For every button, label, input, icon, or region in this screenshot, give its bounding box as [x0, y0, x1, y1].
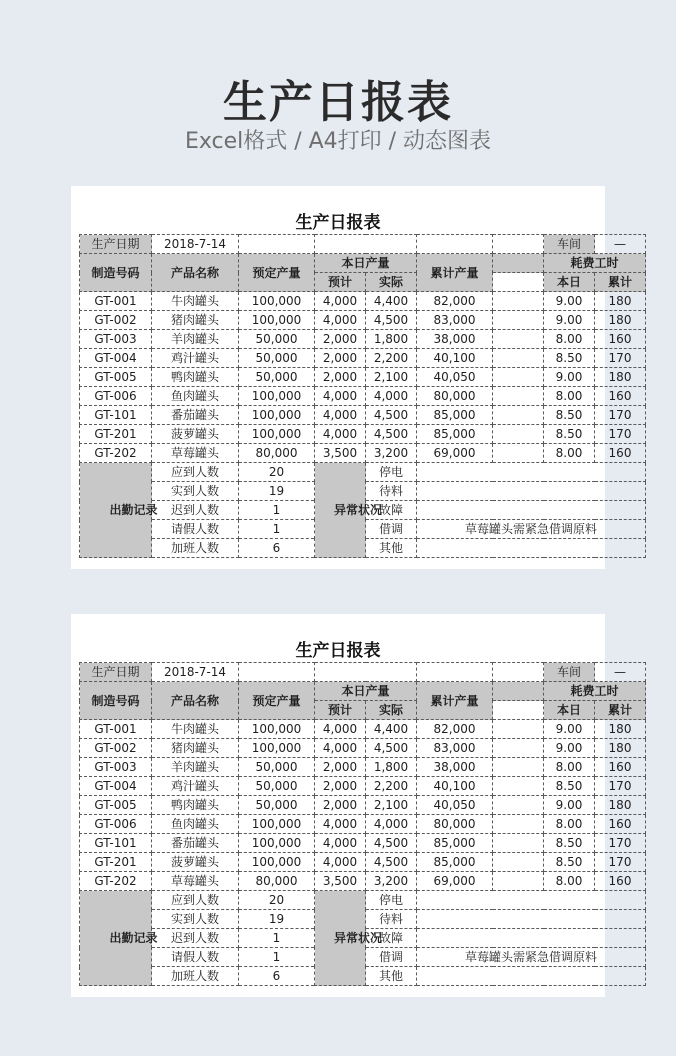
abnormal-note[interactable] — [417, 929, 646, 948]
abnormal-note[interactable] — [417, 539, 646, 558]
cell-name[interactable]: 菠萝罐头 — [152, 853, 239, 872]
attendance-label: 实到人数 — [152, 910, 239, 929]
attendance-value[interactable]: 19 — [239, 482, 315, 501]
cell-name[interactable]: 猪肉罐头 — [152, 311, 239, 330]
cell-code[interactable]: GT-003 — [80, 330, 152, 349]
abnormal-label: 故障 — [366, 501, 417, 520]
report-sheet-2 — [71, 614, 632, 997]
table-row — [80, 777, 646, 796]
cell-h-today[interactable]: 9.00 — [544, 292, 595, 311]
header-today-actual: 实际 — [366, 273, 417, 292]
attendance-value[interactable]: 1 — [239, 929, 315, 948]
attendance-label: 加班人数 — [152, 539, 239, 558]
cell-h-today[interactable]: 8.50 — [544, 406, 595, 425]
attendance-value[interactable]: 20 — [239, 463, 315, 482]
header-hours-total: 累计 — [595, 701, 646, 720]
cell-planned[interactable]: 100,000 — [239, 853, 315, 872]
cell-code[interactable]: GT-202 — [80, 872, 152, 891]
table-row — [80, 387, 646, 406]
report-sheet-1 — [71, 186, 632, 569]
cell-code[interactable]: GT-005 — [80, 368, 152, 387]
attendance-label: 迟到人数 — [152, 501, 239, 520]
cell-h-total[interactable]: 180 — [595, 368, 646, 387]
cell-plan[interactable]: 2,000 — [315, 777, 366, 796]
attendance-section-label — [80, 891, 158, 986]
table-row — [80, 815, 646, 834]
header-blank — [493, 701, 544, 720]
cell-spacer[interactable] — [493, 739, 544, 758]
attendance-value[interactable]: 6 — [239, 967, 315, 986]
cell-name[interactable]: 鸭肉罐头 — [152, 368, 239, 387]
cell-spacer[interactable] — [493, 796, 544, 815]
cell-planned[interactable]: 100,000 — [239, 720, 315, 739]
header-hours: 耗费工时 — [544, 682, 646, 701]
header-planned: 预定产量 — [239, 682, 315, 720]
header-today: 本日产量 — [315, 682, 417, 701]
cell-cum[interactable]: 40,100 — [417, 349, 493, 368]
cell-planned[interactable]: 100,000 — [239, 311, 315, 330]
cell-planned[interactable]: 100,000 — [239, 292, 315, 311]
cell-h-total[interactable]: 160 — [595, 387, 646, 406]
header-name: 产品名称 — [152, 682, 239, 720]
meta-empty-1[interactable] — [239, 235, 315, 254]
cell-code[interactable]: GT-101 — [80, 834, 152, 853]
table-row — [80, 796, 646, 815]
workshop-value[interactable]: — — [595, 235, 646, 254]
cell-cum[interactable]: 83,000 — [417, 311, 493, 330]
meta-empty-3[interactable] — [417, 663, 493, 682]
workshop-value[interactable]: — — [595, 663, 646, 682]
meta-empty-3[interactable] — [417, 235, 493, 254]
cell-actual[interactable]: 4,400 — [366, 720, 417, 739]
cell-spacer[interactable] — [493, 758, 544, 777]
table-row — [80, 758, 646, 777]
attendance-label: 迟到人数 — [152, 929, 239, 948]
cell-spacer[interactable] — [493, 330, 544, 349]
cell-planned[interactable]: 50,000 — [239, 796, 315, 815]
cell-plan[interactable]: 4,000 — [315, 292, 366, 311]
header-cumulative: 累计产量 — [417, 682, 493, 720]
cell-cum[interactable]: 85,000 — [417, 834, 493, 853]
cell-h-today[interactable]: 8.00 — [544, 815, 595, 834]
cell-h-total[interactable]: 180 — [595, 311, 646, 330]
cell-actual[interactable]: 2,200 — [366, 777, 417, 796]
cell-plan[interactable]: 3,500 — [315, 444, 366, 463]
cell-actual[interactable]: 3,200 — [366, 872, 417, 891]
cell-plan[interactable]: 2,000 — [315, 796, 366, 815]
cell-code[interactable]: GT-202 — [80, 444, 152, 463]
meta-empty-2[interactable] — [315, 235, 417, 254]
cell-code[interactable]: GT-002 — [80, 311, 152, 330]
abnormal-note[interactable] — [417, 463, 646, 482]
cell-code[interactable]: GT-004 — [80, 349, 152, 368]
table-row — [80, 872, 646, 891]
cell-cum[interactable]: 40,050 — [417, 368, 493, 387]
cell-name[interactable]: 鸡汁罐头 — [152, 777, 239, 796]
cell-h-total[interactable]: 160 — [595, 330, 646, 349]
cell-actual[interactable]: 4,500 — [366, 311, 417, 330]
abnormal-note[interactable] — [417, 501, 646, 520]
cell-actual[interactable]: 2,100 — [366, 368, 417, 387]
cell-spacer[interactable] — [493, 720, 544, 739]
cell-name[interactable]: 菠萝罐头 — [152, 425, 239, 444]
cell-h-today[interactable]: 8.50 — [544, 853, 595, 872]
abnormal-label: 其他 — [366, 967, 417, 986]
header-blank — [493, 273, 544, 292]
abnormal-note[interactable] — [417, 482, 646, 501]
cell-spacer[interactable] — [493, 853, 544, 872]
table-row — [80, 368, 646, 387]
page-title: 生产日报表 — [223, 77, 453, 128]
header-today-plan: 预计 — [315, 701, 366, 720]
cell-actual[interactable]: 4,000 — [366, 387, 417, 406]
cell-name[interactable]: 牛肉罐头 — [152, 720, 239, 739]
cell-cum[interactable]: 80,000 — [417, 815, 493, 834]
cell-plan[interactable]: 2,000 — [315, 368, 366, 387]
cell-plan[interactable]: 4,000 — [315, 406, 366, 425]
cell-actual[interactable]: 4,000 — [366, 815, 417, 834]
table-row — [80, 311, 646, 330]
attendance-section-label — [80, 463, 158, 558]
cell-cum[interactable]: 85,000 — [417, 406, 493, 425]
cell-name[interactable]: 番茄罐头 — [152, 834, 239, 853]
abnormal-label: 其他 — [366, 539, 417, 558]
cell-h-today[interactable]: 9.00 — [544, 311, 595, 330]
cell-spacer[interactable] — [493, 444, 544, 463]
header-planned: 预定产量 — [239, 254, 315, 292]
cell-h-today[interactable]: 9.00 — [544, 739, 595, 758]
table-row — [80, 739, 646, 758]
cell-plan[interactable]: 4,000 — [315, 311, 366, 330]
meta-row — [80, 663, 646, 682]
attendance-label: 加班人数 — [152, 967, 239, 986]
cell-h-total[interactable]: 170 — [595, 349, 646, 368]
cell-cum[interactable]: 40,050 — [417, 796, 493, 815]
table-row — [80, 444, 646, 463]
table-row — [80, 834, 646, 853]
header-code: 制造号码 — [80, 682, 152, 720]
cell-code[interactable]: GT-201 — [80, 853, 152, 872]
cell-planned[interactable]: 100,000 — [239, 739, 315, 758]
cell-code[interactable]: GT-002 — [80, 739, 152, 758]
cell-h-today[interactable]: 8.50 — [544, 777, 595, 796]
cell-h-today[interactable]: 8.00 — [544, 758, 595, 777]
cell-code[interactable]: GT-004 — [80, 777, 152, 796]
header-hours-today: 本日 — [544, 701, 595, 720]
meta-empty-4[interactable] — [493, 663, 544, 682]
cell-h-today[interactable]: 9.00 — [544, 720, 595, 739]
date-label: 生产日期 — [80, 663, 152, 682]
cell-plan[interactable]: 4,000 — [315, 739, 366, 758]
report-title: 生产日报表 — [295, 213, 381, 233]
cell-h-today[interactable]: 8.00 — [544, 444, 595, 463]
cell-spacer[interactable] — [493, 349, 544, 368]
cell-cum[interactable]: 69,000 — [417, 872, 493, 891]
header-hours: 耗费工时 — [544, 254, 646, 273]
attendance-label: 应到人数 — [152, 463, 239, 482]
cell-actual[interactable]: 4,500 — [366, 425, 417, 444]
report-tbody — [80, 235, 646, 558]
report-tbody — [80, 663, 646, 986]
cell-actual[interactable]: 4,500 — [366, 853, 417, 872]
cell-h-total[interactable]: 180 — [595, 720, 646, 739]
cell-name[interactable]: 鱼肉罐头 — [152, 815, 239, 834]
cell-actual[interactable]: 2,100 — [366, 796, 417, 815]
cell-code[interactable]: GT-006 — [80, 387, 152, 406]
abnormal-note[interactable]: 草莓罐头需紧急借调原料 — [417, 520, 646, 539]
abnormal-label-text: 异常状况 — [334, 503, 383, 517]
cell-h-total[interactable]: 160 — [595, 758, 646, 777]
table-row — [80, 425, 646, 444]
cell-cum[interactable]: 83,000 — [417, 739, 493, 758]
cell-plan[interactable]: 3,500 — [315, 872, 366, 891]
date-value[interactable]: 2018-7-14 — [152, 663, 239, 682]
table-row — [80, 720, 646, 739]
cell-h-total[interactable]: 180 — [595, 292, 646, 311]
table-row — [80, 330, 646, 349]
abnormal-label: 待料 — [366, 482, 417, 501]
date-label: 生产日期 — [80, 235, 152, 254]
cell-planned[interactable]: 50,000 — [239, 758, 315, 777]
attendance-row — [80, 463, 646, 482]
cell-spacer[interactable] — [493, 406, 544, 425]
date-value[interactable]: 2018-7-14 — [152, 235, 239, 254]
table-row — [80, 406, 646, 425]
cell-actual[interactable]: 4,500 — [366, 406, 417, 425]
cell-spacer[interactable] — [493, 387, 544, 406]
cell-name[interactable]: 牛肉罐头 — [152, 292, 239, 311]
header-spacer — [493, 254, 544, 273]
header-cumulative: 累计产量 — [417, 254, 493, 292]
cell-name[interactable]: 番茄罐头 — [152, 406, 239, 425]
cell-name[interactable]: 羊肉罐头 — [152, 330, 239, 349]
abnormal-section-label — [315, 463, 383, 558]
cell-spacer[interactable] — [493, 777, 544, 796]
header-today: 本日产量 — [315, 254, 417, 273]
cell-actual[interactable]: 4,500 — [366, 739, 417, 758]
header-name: 产品名称 — [152, 254, 239, 292]
cell-plan[interactable]: 4,000 — [315, 834, 366, 853]
abnormal-note[interactable] — [417, 891, 646, 910]
cell-h-today[interactable]: 8.00 — [544, 872, 595, 891]
cell-h-total[interactable]: 180 — [595, 739, 646, 758]
cell-cum[interactable]: 82,000 — [417, 292, 493, 311]
cell-planned[interactable]: 100,000 — [239, 834, 315, 853]
cell-cum[interactable]: 85,000 — [417, 425, 493, 444]
meta-empty-4[interactable] — [493, 235, 544, 254]
abnormal-note[interactable]: 草莓罐头需紧急借调原料 — [417, 948, 646, 967]
cell-h-total[interactable]: 170 — [595, 853, 646, 872]
cell-plan[interactable]: 4,000 — [315, 815, 366, 834]
cell-code[interactable]: GT-006 — [80, 815, 152, 834]
cell-name[interactable]: 草莓罐头 — [152, 444, 239, 463]
cell-h-today[interactable]: 8.00 — [544, 330, 595, 349]
cell-actual[interactable]: 1,800 — [366, 330, 417, 349]
cell-spacer[interactable] — [493, 834, 544, 853]
attendance-value[interactable]: 6 — [239, 539, 315, 558]
attendance-label-text: 出勤记录 — [109, 931, 158, 945]
workshop-label: 车间 — [544, 235, 595, 254]
header-hours-total: 累计 — [595, 273, 646, 292]
cell-cum[interactable]: 38,000 — [417, 758, 493, 777]
cell-planned[interactable]: 80,000 — [239, 872, 315, 891]
cell-actual[interactable]: 3,200 — [366, 444, 417, 463]
attendance-value[interactable]: 20 — [239, 891, 315, 910]
attendance-label-text: 出勤记录 — [109, 503, 158, 517]
cell-planned[interactable]: 50,000 — [239, 777, 315, 796]
workshop-label: 车间 — [544, 663, 595, 682]
meta-row — [80, 235, 646, 254]
meta-empty-2[interactable] — [315, 663, 417, 682]
abnormal-label: 借调 — [366, 948, 417, 967]
cell-actual[interactable]: 4,400 — [366, 292, 417, 311]
abnormal-label: 故障 — [366, 929, 417, 948]
cell-h-today[interactable]: 8.50 — [544, 425, 595, 444]
cell-code[interactable]: GT-101 — [80, 406, 152, 425]
attendance-label: 实到人数 — [152, 482, 239, 501]
cell-h-total[interactable]: 160 — [595, 815, 646, 834]
cell-spacer[interactable] — [493, 425, 544, 444]
cell-plan[interactable]: 2,000 — [315, 349, 366, 368]
abnormal-label: 待料 — [366, 910, 417, 929]
cell-code[interactable]: GT-003 — [80, 758, 152, 777]
cell-cum[interactable]: 85,000 — [417, 853, 493, 872]
cell-h-total[interactable]: 170 — [595, 777, 646, 796]
header-code: 制造号码 — [80, 254, 152, 292]
attendance-label: 请假人数 — [152, 948, 239, 967]
cell-name[interactable]: 鸡汁罐头 — [152, 349, 239, 368]
table-row — [80, 853, 646, 872]
cell-actual[interactable]: 4,500 — [366, 834, 417, 853]
header-spacer — [493, 682, 544, 701]
cell-planned[interactable]: 100,000 — [239, 425, 315, 444]
cell-h-today[interactable]: 9.00 — [544, 368, 595, 387]
cell-code[interactable]: GT-005 — [80, 796, 152, 815]
header-row-1 — [80, 254, 646, 273]
attendance-label: 请假人数 — [152, 520, 239, 539]
cell-h-total[interactable]: 170 — [595, 834, 646, 853]
cell-spacer[interactable] — [493, 872, 544, 891]
attendance-row — [80, 891, 646, 910]
table-row — [80, 349, 646, 368]
cell-cum[interactable]: 69,000 — [417, 444, 493, 463]
cell-name[interactable]: 羊肉罐头 — [152, 758, 239, 777]
cell-plan[interactable]: 4,000 — [315, 720, 366, 739]
report-title: 生产日报表 — [295, 641, 381, 661]
cell-name[interactable]: 猪肉罐头 — [152, 739, 239, 758]
cell-h-today[interactable]: 9.00 — [544, 796, 595, 815]
cell-planned[interactable]: 80,000 — [239, 444, 315, 463]
cell-planned[interactable]: 100,000 — [239, 815, 315, 834]
attendance-value[interactable]: 1 — [239, 501, 315, 520]
cell-plan[interactable]: 4,000 — [315, 387, 366, 406]
abnormal-label: 停电 — [366, 463, 417, 482]
cell-h-total[interactable]: 170 — [595, 406, 646, 425]
cell-h-total[interactable]: 160 — [595, 444, 646, 463]
abnormal-label: 停电 — [366, 891, 417, 910]
page-subtitle: Excel格式 / A4打印 / 动态图表 — [184, 129, 492, 154]
attendance-value[interactable]: 1 — [239, 948, 315, 967]
attendance-value[interactable]: 19 — [239, 910, 315, 929]
cell-code[interactable]: GT-001 — [80, 720, 152, 739]
cell-name[interactable]: 草莓罐头 — [152, 872, 239, 891]
abnormal-label-text: 异常状况 — [334, 931, 383, 945]
cell-cum[interactable]: 82,000 — [417, 720, 493, 739]
abnormal-section-label — [315, 891, 383, 986]
cell-cum[interactable]: 38,000 — [417, 330, 493, 349]
header-today-actual: 实际 — [366, 701, 417, 720]
cell-name[interactable]: 鱼肉罐头 — [152, 387, 239, 406]
cell-actual[interactable]: 2,200 — [366, 349, 417, 368]
abnormal-note[interactable] — [417, 967, 646, 986]
cell-plan[interactable]: 4,000 — [315, 853, 366, 872]
cell-spacer[interactable] — [493, 311, 544, 330]
report-table — [79, 234, 646, 558]
cell-planned[interactable]: 100,000 — [239, 406, 315, 425]
meta-empty-1[interactable] — [239, 663, 315, 682]
cell-h-today[interactable]: 8.50 — [544, 349, 595, 368]
cell-name[interactable]: 鸭肉罐头 — [152, 796, 239, 815]
cell-spacer[interactable] — [493, 368, 544, 387]
abnormal-label: 借调 — [366, 520, 417, 539]
cell-cum[interactable]: 40,100 — [417, 777, 493, 796]
header-hours-today: 本日 — [544, 273, 595, 292]
cell-spacer[interactable] — [493, 292, 544, 311]
cell-h-today[interactable]: 8.50 — [544, 834, 595, 853]
attendance-label: 应到人数 — [152, 891, 239, 910]
cell-cum[interactable]: 80,000 — [417, 387, 493, 406]
cell-code[interactable]: GT-001 — [80, 292, 152, 311]
cell-spacer[interactable] — [493, 815, 544, 834]
cell-h-total[interactable]: 180 — [595, 796, 646, 815]
cell-planned[interactable]: 100,000 — [239, 387, 315, 406]
cell-plan[interactable]: 2,000 — [315, 758, 366, 777]
attendance-value[interactable]: 1 — [239, 520, 315, 539]
report-table — [79, 662, 646, 986]
abnormal-note[interactable] — [417, 910, 646, 929]
header-today-plan: 预计 — [315, 273, 366, 292]
cell-actual[interactable]: 1,800 — [366, 758, 417, 777]
header-row-1 — [80, 682, 646, 701]
cell-planned[interactable]: 50,000 — [239, 368, 315, 387]
cell-planned[interactable]: 50,000 — [239, 330, 315, 349]
cell-code[interactable]: GT-201 — [80, 425, 152, 444]
cell-plan[interactable]: 2,000 — [315, 330, 366, 349]
cell-h-today[interactable]: 8.00 — [544, 387, 595, 406]
cell-h-total[interactable]: 160 — [595, 872, 646, 891]
cell-planned[interactable]: 50,000 — [239, 349, 315, 368]
cell-plan[interactable]: 4,000 — [315, 425, 366, 444]
cell-h-total[interactable]: 170 — [595, 425, 646, 444]
table-row — [80, 292, 646, 311]
